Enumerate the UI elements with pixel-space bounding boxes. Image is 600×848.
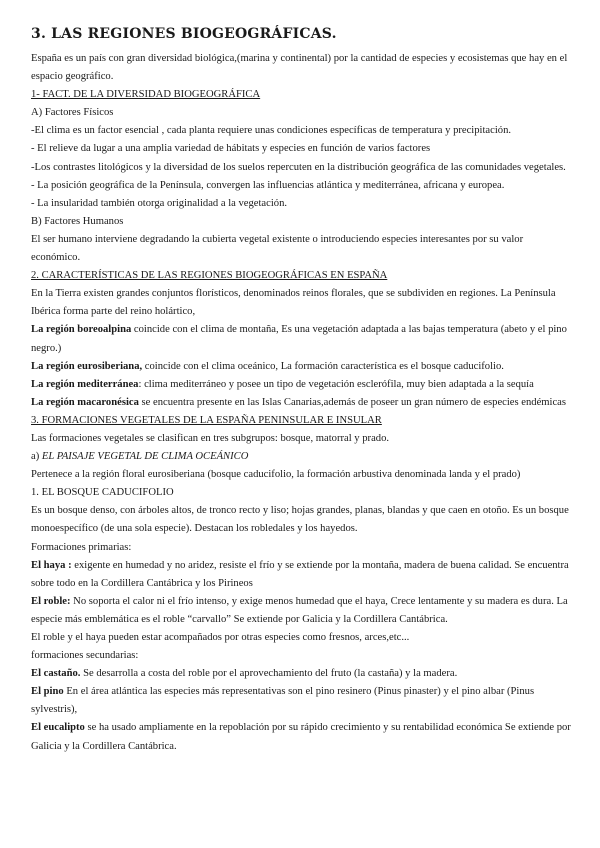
region-name: La región eurosiberiana, xyxy=(31,360,143,372)
region-item: La región mediterránea: clima mediterráneo y posee un tipo de vegetación esclerófila, muy bien adaptada a la sequía xyxy=(31,378,534,390)
factor-item: -Los contrastes litológicos y la diversidad de los suelos repercuten en la distribución geográfica de las comunidades vegetales. xyxy=(31,161,566,173)
region-name: La región mediterránea xyxy=(31,378,139,390)
region-name: La región macaronésica xyxy=(31,396,139,408)
section-2-heading: 2. CARACTERÍSTICAS DE LAS REGIONES BIOGEOGRÁFICAS EN ESPAÑA xyxy=(31,270,388,282)
section-3-heading: 3. FORMACIONES VEGETALES DE LA ESPAÑA PENINSULAR E INSULAR xyxy=(31,414,382,426)
species-item-roble: El roble: No soporta el calor ni el frío intenso, y exige menos humedad que el haya, Crece lentamente y su madera es dura. La especie más emblemática es el roble “carvallo” Se extiende por Galicia y la Cordillera Cantábrica. xyxy=(31,595,568,625)
bosque-heading: 1. EL BOSQUE CADUCIFOLIO xyxy=(31,487,174,499)
subsection-a-title: EL PAISAJE VEGETAL DE CLIMA OCEÁNICO xyxy=(41,451,249,463)
section-2-intro: En la Tierra existen grandes conjuntos florísticos, denominados reinos florales, que se subdividen en regiones. La Península Ibérica forma parte del reino holártico, xyxy=(31,288,556,318)
species-item-eucalipto: El eucalipto se ha usado ampliamente en la repoblación por su rápido crecimiento y su rentabilidad económica Se extiende por Galicia y la Cordillera Cantábrica. xyxy=(31,722,571,752)
intro-paragraph: España es un país con gran diversidad biológica,(marina y continental) por la cantidad de especies y ecosistemas que hay en el espacio geográfico. xyxy=(31,53,568,83)
secundarias-label: formaciones secundarias: xyxy=(31,650,139,662)
factor-item: - El relieve da lugar a una amplia variedad de hábitats y especies en función de varios factores xyxy=(31,143,431,155)
region-item: La región eurosiberiana, coincide con el clima oceánico, La formación característica es el bosque caducifolio. xyxy=(31,360,504,372)
section-1-heading: 1- FACT. DE LA DIVERSIDAD BIOGEOGRÁFICA xyxy=(31,89,261,101)
region-item: La región macaronésica se encuentra presente en las Islas Canarias,además de poseer un gran número de especies endémicas xyxy=(31,396,566,408)
subsection-a-heading: a) EL PAISAJE VEGETAL DE CLIMA OCEÁNICO xyxy=(31,451,249,463)
factor-item: - La insularidad también otorga originalidad a la vegetación. xyxy=(31,197,288,209)
bosque-text: Es un bosque denso, con árboles altos, de tronco recto y liso; hojas grandes, planas, blandas y que caen en otoño. Es un bosque monoespecífico (de una sola especie). Destacan los robledales y los hayedos. xyxy=(31,505,569,535)
species-item-pino: El pino En el área atlántica las especies más representativas son el pino resinero (Pinus pinaster) y el pino albar (Pinus sylvestris), xyxy=(31,686,535,716)
section-3-intro: Las formaciones vegetales se clasifican en tres subgrupos: bosque, matorral y prado. xyxy=(31,432,390,444)
species-item-castano: El castaño. Se desarrolla a costa del roble por el aprovechamiento del fruto (la castaña) y la madera. xyxy=(31,668,458,680)
region-item: La región boreoalpina coincide con el clima de montaña, Es una vegetación adaptada a las bajas temperatura (abeto y el pino negro.) xyxy=(31,324,567,354)
page-title: 3. LAS REGIONES BIOGEOGRÁFICAS. xyxy=(31,26,337,42)
factor-item: -El clima es un factor esencial , cada planta requiere unas condiciones específicas de temperatura y precipitación. xyxy=(31,125,512,137)
species-item-haya: El haya : exigente en humedad y no aridez, resiste el frío y se extiende por la montaña, madera de buena calidad. Se encuentra sobre todo en la Cordillera Cantábrica y los Pirineos xyxy=(31,559,569,589)
factores-humanos-label: B) Factores Humanos xyxy=(31,215,124,227)
factores-fisicos-label: A) Factores Físicos xyxy=(31,107,114,119)
primarias-label: Formaciones primarias: xyxy=(31,541,132,553)
factor-item: - La posición geográfica de la Península, convergen las influencias atlántica y mediterránea, africana y europea. xyxy=(31,179,505,191)
region-name: La región boreoalpina xyxy=(31,324,132,336)
subsection-a-text: Pertenece a la región floral eurosiberiana (bosque caducifolio, la formación arbustiva denominada landa y el prado) xyxy=(31,469,521,481)
factores-humanos-text: El ser humano interviene degradando la cubierta vegetal existente o introduciendo especies interesantes por su valor económico. xyxy=(31,233,524,264)
acompanantes-text: El roble y el haya pueden estar acompañados por otras especies como fresnos, arces,etc... xyxy=(31,632,410,643)
